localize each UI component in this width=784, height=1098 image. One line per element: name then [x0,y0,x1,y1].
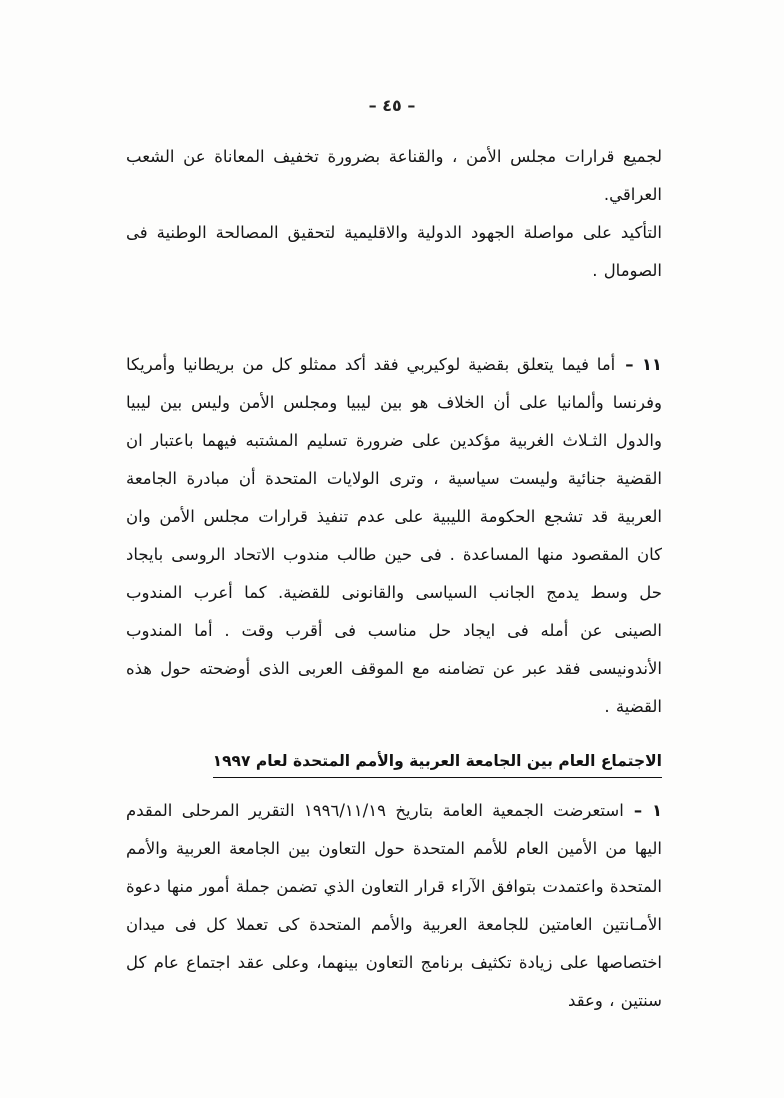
page-content [126,138,662,1020]
list-item-1-text: استعرضت الجمعية العامة بتاريخ ١٩٩٦/١١/١٩ التقرير المرحلى المقدم اليها من الأمين العام للأمم المتحدة حول التعاون بين الجامعة العربية والأمم المتحدة واعتمدت بتوافق الآراء قرار التعاون الذي تضمن جملة أمور منها دعوة الأمـانتين العامتين للجامعة العربية والأمم المتحدة كى تعملا كل فى ميدان اختصاصها على زيادة تكثيف برنامج التعاون بينهما، وعلى عقد اجتماع عام كل سنتين ، وعقد [126,801,662,1010]
list-item-11-text: أما فيما يتعلق بقضية لوكيربي فقد أكد ممثلو كل من بريطانيا وأمريكا وفرنسا وألمانيا على أن الخلاف هو بين ليبيا ومجلس الأمن وليس بين ليبيا والدول الثـلاث الغربية مؤكدين على ضرورة تسليم المشتبه فيهما باعتبار ان القضية جنائية وليست سياسية ، وترى الولايات المتحدة أن مبادرة الجامعة العربية قد تشجع الحكومة الليبية على عدم تنفيذ قرارات مجلس الأمن وان كان المقصود منها المساعدة . فى حين طالب مندوب الاتحاد الروسى بايجاد حل وسط يدمج الجانب السياسى والقانونى للقضية. كما أعرب المندوب الصينى عن أمله فى ايجاد حل مناسب فى أقرب وقت . أما المندوب الأندونيسى فقد عبر عن تضامنه مع الموقف العربى الذى أوضحته حول هذه القضية . [126,355,662,716]
section-heading: الاجتماع العام بين الجامعة العربية والأمم المتحدة لعام ١٩٩٧ [213,748,662,778]
list-item-1 [126,792,662,1020]
spacer [126,726,662,748]
list-item-11-marker: ١١ – [625,355,662,374]
intro-line-1: لجميع قرارات مجلس الأمن ، والقناعة بضرورة تخفيف المعاناة عن الشعب العراقي. [126,147,662,204]
list-item-11 [126,346,662,726]
intro-line-2: التأكيد على مواصلة الجهود الدولية والاقليمية لتحقيق المصالحة الوطنية فى الصومال . [126,223,662,280]
section-heading-row [126,748,662,778]
spacer [126,290,662,346]
spacer [126,778,662,792]
page-number: – ٤٥ – [368,96,416,115]
list-item-1-marker: ١ – [633,801,663,820]
intro-paragraphs [126,138,662,290]
